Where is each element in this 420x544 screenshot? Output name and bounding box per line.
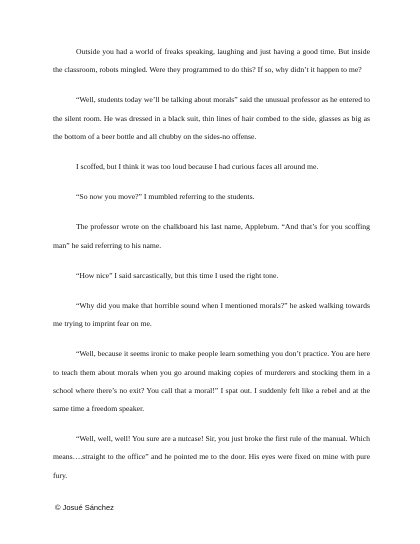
copyright-footer: © Josué Sánchez: [55, 503, 114, 512]
paragraph: “Why did you make that horrible sound when I mentioned morals?” he asked walking towards me trying to imprint fear on me.: [53, 301, 370, 329]
story-body: [53, 43, 370, 497]
paragraph: The professor wrote on the chalkboard his last name, Applebum. “And that’s for you scoffing man” he said referring to his name.: [53, 222, 370, 250]
paragraph: Outside you had a world of freaks speaking, laughing and just having a good time. But inside the classroom, robots mingled. Were they programmed to do this? If so, why didn’t it happen to me?: [53, 47, 370, 75]
paragraph: “So now you move?” I mumbled referring to the students.: [76, 192, 255, 202]
paragraph: “How nice” I said sarcastically, but this time I used the right tone.: [76, 270, 279, 280]
paragraph: “Well, students today we’ll be talking about morals” said the unusual professor as he entered to the silent room. He was dressed in a black suit, thin lines of hair combed to the side, glasses as big as the bottom of a beer bottle and all chubby on the sides-no offense.: [53, 95, 370, 141]
paragraph: “Well, because it seems ironic to make people learn something you don’t practice. You are here to teach them about morals when you go around making copies of murderers and stocking them in a school where there’s no exit? You call that a moral!” I spat out. I suddenly felt like a rebel and at the same time a freedom speaker.: [53, 349, 370, 414]
paragraph: “Well, well, well! You sure are a nutcase! Sir, you just broke the first rule of the manual. Which means….straight to the office” and he pointed me to the door. His eyes were fixed on mine with pure fury.: [53, 434, 370, 480]
paragraph: I scoffed, but I think it was too loud because I had curious faces all around me.: [76, 162, 319, 172]
